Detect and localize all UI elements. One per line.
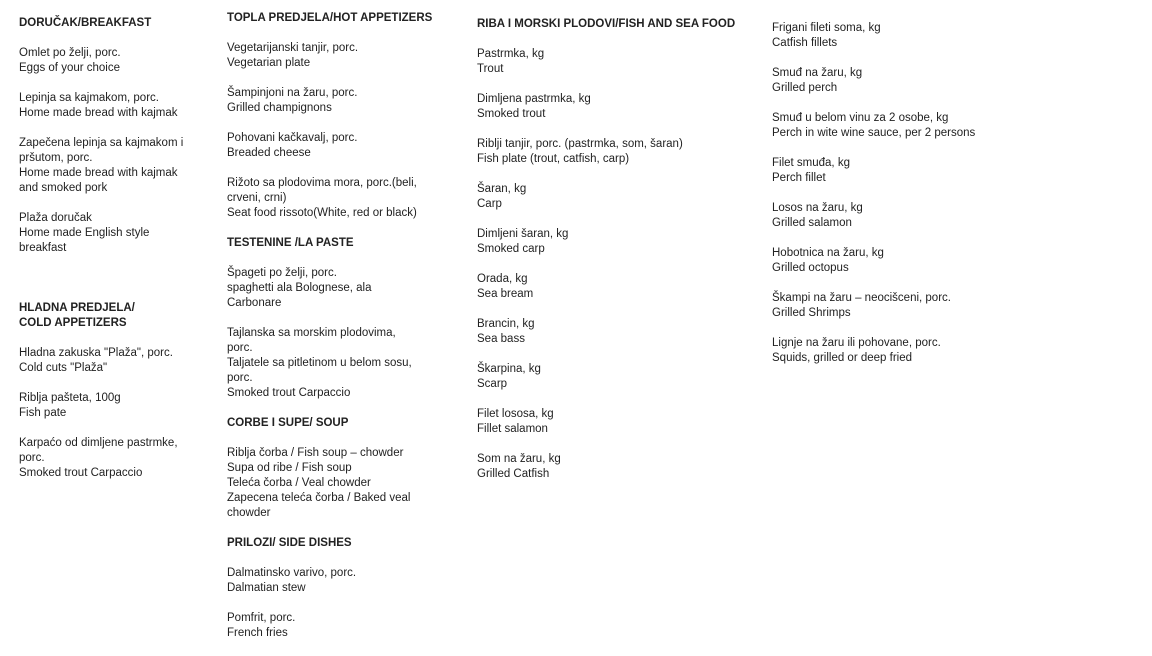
menu-item-line: Carbonare bbox=[227, 297, 282, 309]
menu-item bbox=[477, 272, 737, 302]
menu-item-line: Catfish fillets bbox=[772, 37, 838, 49]
menu-item-line: Grilled Catfish bbox=[477, 468, 550, 480]
menu-item bbox=[227, 566, 437, 596]
menu-item-name: Hobotnica na žaru, kg bbox=[772, 247, 884, 259]
menu-item-name: Zapečena lepinja sa kajmakom i bbox=[19, 137, 184, 149]
section-title bbox=[227, 11, 437, 26]
menu-item-line: Fillet salamon bbox=[477, 423, 548, 435]
menu-item-line: Perch fillet bbox=[772, 172, 826, 184]
menu-item-line: Cold cuts "Plaža" bbox=[19, 362, 108, 374]
section-title-line: TESTENINE /LA PASTE bbox=[227, 237, 354, 249]
menu-item-line: Fish plate (trout, catfish, carp) bbox=[477, 153, 630, 165]
menu-item bbox=[227, 326, 437, 401]
menu-item-line: Grilled salamon bbox=[772, 217, 852, 229]
menu-item bbox=[772, 66, 1132, 96]
menu-item-name: Frigani fileti soma, kg bbox=[772, 22, 881, 34]
menu-item-name: Dalmatinsko varivo, porc. bbox=[227, 567, 357, 579]
section-title-line: RIBA I MORSKI PLODOVI/FISH AND SEA FOOD bbox=[477, 18, 736, 30]
menu-item-line: and smoked pork bbox=[19, 182, 108, 194]
section-title-line: HLADNA PREDJELA/ bbox=[19, 302, 135, 314]
menu-item-line: Smoked trout bbox=[477, 108, 546, 120]
menu-section bbox=[227, 11, 437, 221]
menu-item-name: Vegetarijanski tanjir, porc. bbox=[227, 42, 359, 54]
menu-column-4 bbox=[772, 21, 1132, 381]
menu-item-line: Smoked trout Carpaccio bbox=[227, 387, 351, 399]
menu-item bbox=[772, 201, 1132, 231]
menu-item-name: Dimljeni šaran, kg bbox=[477, 228, 569, 240]
section-title bbox=[477, 17, 737, 32]
section-title bbox=[227, 536, 437, 551]
menu-section bbox=[227, 416, 437, 521]
section-title bbox=[19, 16, 209, 31]
menu-item-line: French fries bbox=[227, 627, 288, 639]
section-title-line: COLD APPETIZERS bbox=[19, 317, 127, 329]
menu-item-line: Carp bbox=[477, 198, 502, 210]
menu-item-line: Grilled octopus bbox=[772, 262, 849, 274]
menu-item-line: Teleća čorba / Veal chowder bbox=[227, 477, 371, 489]
menu-item-name: Dimljena pastrmka, kg bbox=[477, 93, 591, 105]
menu-item bbox=[477, 362, 737, 392]
menu-item-name: Špageti po želji, porc. bbox=[227, 267, 337, 279]
menu-item bbox=[477, 137, 737, 167]
menu-item bbox=[19, 91, 209, 121]
menu-item-line: Fish pate bbox=[19, 407, 67, 419]
menu-item bbox=[477, 47, 737, 77]
menu-item-name: Karpaćo od dimljene pastrmke, bbox=[19, 437, 178, 449]
menu-section bbox=[19, 301, 209, 481]
menu-item-name: Lepinja sa kajmakom, porc. bbox=[19, 92, 159, 104]
menu-item-name: Rižoto sa plodovima mora, porc.(beli, bbox=[227, 177, 417, 189]
menu-item-line: Breaded cheese bbox=[227, 147, 311, 159]
menu-item bbox=[19, 436, 209, 481]
menu-item bbox=[772, 336, 1132, 366]
menu-item-line: Grilled perch bbox=[772, 82, 838, 94]
menu-item-line: Home made bread with kajmak bbox=[19, 107, 178, 119]
menu-item-line: breakfast bbox=[19, 242, 67, 254]
menu-section bbox=[19, 16, 209, 256]
menu-item-line: Eggs of your choice bbox=[19, 62, 121, 74]
section-title-line: DORUČAK/BREAKFAST bbox=[19, 17, 152, 29]
menu-item bbox=[227, 176, 437, 221]
menu-item-line: Dalmatian stew bbox=[227, 582, 306, 594]
menu-column-3 bbox=[477, 17, 737, 497]
menu-item-line: Supa od ribe / Fish soup bbox=[227, 462, 352, 474]
menu-item-line: pršutom, porc. bbox=[19, 152, 93, 164]
menu-item-name: Pohovani kačkavalj, porc. bbox=[227, 132, 358, 144]
menu-item-name: Škampi na žaru – neocišceni, porc. bbox=[772, 292, 951, 304]
menu-item bbox=[477, 227, 737, 257]
menu-column-1 bbox=[19, 16, 209, 496]
menu-item-line: Smoked trout Carpaccio bbox=[19, 467, 143, 479]
menu-item-line: spaghetti ala Bolognese, ala bbox=[227, 282, 372, 294]
menu-item-name: Losos na žaru, kg bbox=[772, 202, 863, 214]
menu-section bbox=[477, 17, 737, 482]
menu-item bbox=[227, 86, 437, 116]
section-title bbox=[227, 236, 437, 251]
menu-item bbox=[227, 131, 437, 161]
section-title bbox=[227, 416, 437, 431]
menu-item-line: Trout bbox=[477, 63, 504, 75]
menu-item-name: Riblja čorba / Fish soup – chowder bbox=[227, 447, 404, 459]
menu-section bbox=[227, 236, 437, 401]
menu-item-line: Grilled champignons bbox=[227, 102, 332, 114]
menu-item bbox=[477, 317, 737, 347]
menu-item-line: chowder bbox=[227, 507, 271, 519]
menu-column-2 bbox=[227, 11, 437, 656]
menu-item-name: Šampinjoni na žaru, porc. bbox=[227, 87, 358, 99]
menu-item-name: Škarpina, kg bbox=[477, 363, 541, 375]
menu-item-name: Riblja pašteta, 100g bbox=[19, 392, 121, 404]
menu-item-line: Zapecena teleća čorba / Baked veal bbox=[227, 492, 411, 504]
menu-item-name: Tajlanska sa morskim plodovima, bbox=[227, 327, 396, 339]
menu-item-line: porc. bbox=[227, 342, 253, 354]
menu-item-name: Lignje na žaru ili pohovane, porc. bbox=[772, 337, 941, 349]
menu-item-line: crveni, crni) bbox=[227, 192, 287, 204]
menu-item bbox=[772, 291, 1132, 321]
section-title-line: CORBE I SUPE/ SOUP bbox=[227, 417, 349, 429]
menu-item-line: Scarp bbox=[477, 378, 508, 390]
menu-item bbox=[227, 41, 437, 71]
menu-section bbox=[227, 536, 437, 641]
menu-item-line: Sea bream bbox=[477, 288, 534, 300]
menu-item bbox=[19, 46, 209, 76]
menu-item-line: Home made English style bbox=[19, 227, 150, 239]
menu-item bbox=[477, 182, 737, 212]
menu-item bbox=[19, 211, 209, 256]
menu-item bbox=[772, 111, 1132, 141]
menu-item-name: Som na žaru, kg bbox=[477, 453, 561, 465]
menu-item bbox=[772, 21, 1132, 51]
menu-item-name: Hladna zakuska "Plaža", porc. bbox=[19, 347, 173, 359]
menu-item bbox=[227, 446, 437, 521]
menu-item bbox=[227, 611, 437, 641]
menu-item-name: Omlet po želji, porc. bbox=[19, 47, 121, 59]
menu-item-line: Smoked carp bbox=[477, 243, 545, 255]
menu-item bbox=[227, 266, 437, 311]
menu-item-line: Grilled Shrimps bbox=[772, 307, 851, 319]
menu-item-name: Smuđ u belom vinu za 2 osobe, kg bbox=[772, 112, 949, 124]
menu-item bbox=[772, 156, 1132, 186]
menu-item-line: porc. bbox=[227, 372, 253, 384]
menu-item-line: Taljatele sa pitletinom u belom sosu, bbox=[227, 357, 412, 369]
menu-item-name: Pomfrit, porc. bbox=[227, 612, 296, 624]
menu-item-name: Brancin, kg bbox=[477, 318, 535, 330]
menu-item bbox=[477, 452, 737, 482]
menu-item-line: Perch in wite wine sauce, per 2 persons bbox=[772, 127, 976, 139]
menu-item bbox=[772, 246, 1132, 276]
menu-item-name: Orada, kg bbox=[477, 273, 528, 285]
menu-item bbox=[19, 391, 209, 421]
menu-item-name: Riblji tanjir, porc. (pastrmka, som, šaran) bbox=[477, 138, 683, 150]
menu-item-line: Squids, grilled or deep fried bbox=[772, 352, 912, 364]
section-title bbox=[19, 301, 209, 331]
menu-section bbox=[772, 21, 1132, 366]
menu-item-line: Sea bass bbox=[477, 333, 525, 345]
menu-item bbox=[19, 136, 209, 196]
menu-item-line: Vegetarian plate bbox=[227, 57, 311, 69]
menu-item-name: Filet lososa, kg bbox=[477, 408, 554, 420]
menu-item-line: porc. bbox=[19, 452, 45, 464]
menu-item-line: Home made bread with kajmak bbox=[19, 167, 178, 179]
menu-item bbox=[477, 92, 737, 122]
menu-item-name: Smuđ na žaru, kg bbox=[772, 67, 863, 79]
menu-item-name: Filet smuđa, kg bbox=[772, 157, 850, 169]
section-title-line: TOPLA PREDJELA/HOT APPETIZERS bbox=[227, 12, 433, 24]
menu-item bbox=[19, 346, 209, 376]
menu-item-line: Seat food rissoto(White, red or black) bbox=[227, 207, 417, 219]
menu-item-name: Šaran, kg bbox=[477, 183, 527, 195]
menu-item-name: Plaža doručak bbox=[19, 212, 92, 224]
menu-item bbox=[477, 407, 737, 437]
section-title-line: PRILOZI/ SIDE DISHES bbox=[227, 537, 352, 549]
menu-item-name: Pastrmka, kg bbox=[477, 48, 545, 60]
